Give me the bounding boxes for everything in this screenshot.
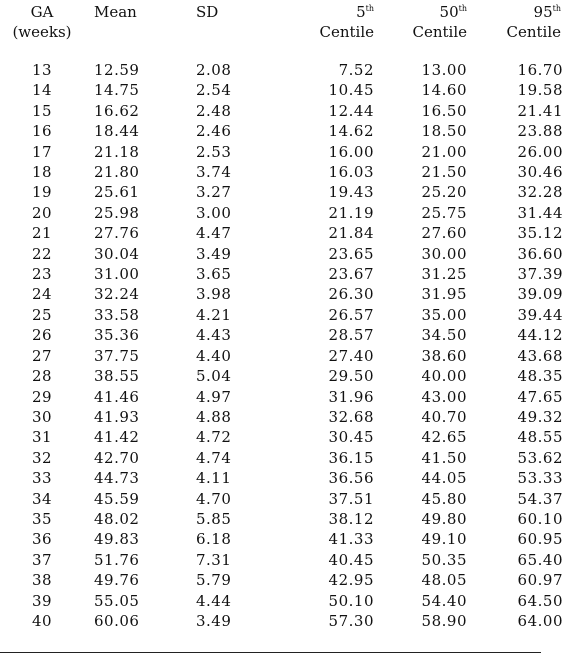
table-body	[0, 60, 575, 631]
cell-p5: 36.15	[328, 448, 374, 467]
cell-p95: 60.95	[517, 530, 563, 549]
cell-p50: 31.25	[421, 265, 467, 284]
cell-mean: 41.42	[94, 428, 140, 447]
cell-mean: 30.04	[94, 244, 140, 263]
cell-ga: 39	[31, 591, 53, 610]
cell-sd: 2.08	[196, 61, 232, 79]
cell-p5: 7.52	[338, 61, 374, 79]
cell-ga: 24	[31, 285, 53, 304]
cell-sd: 3.27	[196, 183, 232, 202]
table-row	[0, 121, 575, 141]
cell-sd: 2.48	[196, 101, 232, 120]
cell-sd: 5.79	[196, 571, 232, 590]
cell-p5: 14.62	[328, 122, 374, 141]
cell-ga: 26	[31, 326, 53, 345]
cell-mean: 33.58	[94, 305, 140, 324]
cell-p50: 40.00	[421, 367, 467, 386]
cell-p95: 30.46	[517, 163, 563, 182]
table-row	[0, 366, 575, 386]
cell-sd: 3.00	[196, 203, 232, 222]
cell-p50: 54.40	[421, 591, 467, 610]
cell-ga: 35	[31, 509, 53, 528]
table-row	[0, 203, 575, 223]
cell-mean: 42.70	[94, 448, 140, 467]
cell-sd: 7.31	[196, 550, 232, 569]
cell-p95: 48.35	[517, 367, 563, 386]
cell-p5: 21.19	[328, 203, 374, 222]
header-ga-line1: GA	[30, 3, 54, 21]
cell-p5: 57.30	[328, 611, 374, 630]
header-mean: Mean	[94, 3, 137, 21]
cell-mean: 37.75	[94, 346, 140, 365]
cell-ga: 32	[31, 448, 53, 467]
cell-ga: 34	[31, 489, 53, 508]
cell-sd: 4.21	[196, 305, 232, 324]
table-row	[0, 80, 575, 100]
cell-mean: 32.24	[94, 285, 140, 304]
cell-p5: 36.56	[328, 469, 374, 488]
cell-sd: 4.43	[196, 326, 232, 345]
cell-mean: 35.36	[94, 326, 140, 345]
cell-p5: 38.12	[328, 509, 374, 528]
cell-sd: 4.47	[196, 224, 232, 243]
cell-mean: 16.62	[94, 101, 140, 120]
table-row	[0, 305, 575, 325]
cell-p50: 38.60	[421, 346, 467, 365]
cell-sd: 4.88	[196, 407, 232, 426]
cell-p95: 26.00	[517, 142, 563, 161]
table-row	[0, 550, 575, 570]
cell-p95: 23.88	[517, 122, 563, 141]
cell-ga: 22	[31, 244, 53, 263]
cell-ga: 23	[31, 265, 53, 284]
cell-p50: 27.60	[421, 224, 467, 243]
header-p50-sup: th	[458, 4, 467, 13]
cell-p95: 32.28	[517, 183, 563, 202]
table-spacer	[0, 48, 575, 60]
cell-mean: 14.75	[94, 81, 140, 100]
header-ga-line2: (weeks)	[12, 23, 72, 41]
table-row	[0, 325, 575, 345]
cell-p5: 31.96	[328, 387, 374, 406]
bottom-rule	[0, 652, 541, 653]
cell-sd: 3.65	[196, 265, 232, 284]
cell-p95: 60.10	[517, 509, 563, 528]
cell-ga: 30	[31, 407, 53, 426]
cell-p50: 31.95	[421, 285, 467, 304]
cell-p95: 64.00	[517, 611, 563, 630]
table-row	[0, 468, 575, 488]
cell-p50: 58.90	[421, 611, 467, 630]
cell-sd: 3.49	[196, 244, 232, 263]
cell-p50: 41.50	[421, 448, 467, 467]
cell-ga: 19	[31, 183, 53, 202]
table-row	[0, 591, 575, 611]
cell-p5: 29.50	[328, 367, 374, 386]
cell-p5: 10.45	[328, 81, 374, 100]
cell-sd: 4.72	[196, 428, 232, 447]
cell-mean: 55.05	[94, 591, 140, 610]
table-row	[0, 142, 575, 162]
cell-mean: 44.73	[94, 469, 140, 488]
cell-p95: 44.12	[517, 326, 563, 345]
cell-mean: 51.76	[94, 550, 140, 569]
cell-ga: 33	[31, 469, 53, 488]
header-row	[0, 0, 575, 48]
cell-p95: 16.70	[517, 61, 563, 79]
cell-p95: 48.55	[517, 428, 563, 447]
cell-mean: 21.80	[94, 163, 140, 182]
header-p95-num: 95	[533, 3, 553, 21]
cell-sd: 2.53	[196, 142, 232, 161]
cell-p95: 60.97	[517, 571, 563, 590]
cell-ga: 14	[31, 81, 53, 100]
cell-mean: 38.55	[94, 367, 140, 386]
header-p5-num: 5	[356, 3, 366, 21]
cell-p5: 40.45	[328, 550, 374, 569]
cell-ga: 18	[31, 163, 53, 182]
cell-sd: 4.44	[196, 591, 232, 610]
cell-p95: 36.60	[517, 244, 563, 263]
table-row	[0, 284, 575, 304]
cell-ga: 28	[31, 367, 53, 386]
cell-p50: 21.50	[421, 163, 467, 182]
cell-p95: 49.32	[517, 407, 563, 426]
cell-sd: 3.74	[196, 163, 232, 182]
cell-p5: 30.45	[328, 428, 374, 447]
cell-ga: 20	[31, 203, 53, 222]
table-row	[0, 223, 575, 243]
header-p5-sup: th	[365, 4, 374, 13]
cell-p5: 26.57	[328, 305, 374, 324]
table-row	[0, 448, 575, 468]
cell-mean: 25.98	[94, 203, 140, 222]
cell-p95: 37.39	[517, 265, 563, 284]
header-p95	[467, 0, 575, 48]
cell-sd: 4.74	[196, 448, 232, 467]
cell-p5: 16.00	[328, 142, 374, 161]
cell-sd: 3.98	[196, 285, 232, 304]
cell-ga: 38	[31, 571, 53, 590]
cell-mean: 45.59	[94, 489, 140, 508]
cell-mean: 41.93	[94, 407, 140, 426]
cell-mean: 31.00	[94, 265, 140, 284]
cell-ga: 16	[31, 122, 53, 141]
cell-sd: 5.85	[196, 509, 232, 528]
cell-mean: 25.61	[94, 183, 140, 202]
cell-p95: 39.44	[517, 305, 563, 324]
header-sd: SD	[196, 3, 219, 21]
cell-ga: 31	[31, 428, 53, 447]
table-row	[0, 182, 575, 202]
table-row	[0, 60, 575, 80]
header-ga	[0, 0, 84, 48]
cell-p50: 14.60	[421, 81, 467, 100]
table-row	[0, 264, 575, 284]
cell-mean: 18.44	[94, 122, 140, 141]
cell-ga: 13	[31, 61, 53, 79]
header-p5	[290, 0, 374, 48]
header-p50	[374, 0, 467, 48]
cell-ga: 36	[31, 530, 53, 549]
header-p50-label: Centile	[412, 23, 467, 41]
spacer-cell	[0, 48, 575, 60]
cell-p95: 21.41	[517, 101, 563, 120]
cell-sd: 4.97	[196, 387, 232, 406]
cell-p5: 21.84	[328, 224, 374, 243]
cell-p5: 19.43	[328, 183, 374, 202]
cell-p95: 35.12	[517, 224, 563, 243]
cell-ga: 21	[31, 224, 53, 243]
cell-mean: 49.76	[94, 571, 140, 590]
cell-p50: 45.80	[421, 489, 467, 508]
cell-p5: 27.40	[328, 346, 374, 365]
cell-p50: 21.00	[421, 142, 467, 161]
cell-p95: 19.58	[517, 81, 563, 100]
cell-mean: 27.76	[94, 224, 140, 243]
table-row	[0, 427, 575, 447]
cell-p5: 23.65	[328, 244, 374, 263]
table-row	[0, 570, 575, 590]
cell-sd: 6.18	[196, 530, 232, 549]
cell-p5: 28.57	[328, 326, 374, 345]
cell-p50: 18.50	[421, 122, 467, 141]
cell-p50: 16.50	[421, 101, 467, 120]
cell-mean: 60.06	[94, 611, 140, 630]
cell-p50: 34.50	[421, 326, 467, 345]
cell-p95: 53.33	[517, 469, 563, 488]
cell-p5: 26.30	[328, 285, 374, 304]
cell-p5: 50.10	[328, 591, 374, 610]
cell-ga: 15	[31, 101, 53, 120]
cell-p50: 50.35	[421, 550, 467, 569]
cell-p50: 49.80	[421, 509, 467, 528]
cell-sd: 2.54	[196, 81, 232, 100]
cell-p50: 42.65	[421, 428, 467, 447]
spacer-row	[0, 48, 575, 60]
cell-p5: 41.33	[328, 530, 374, 549]
cell-p95: 54.37	[517, 489, 563, 508]
cell-ga: 29	[31, 387, 53, 406]
table-row	[0, 407, 575, 427]
cell-p5: 12.44	[328, 101, 374, 120]
cell-p50: 25.20	[421, 183, 467, 202]
cell-sd: 4.11	[196, 469, 232, 488]
cell-p95: 64.50	[517, 591, 563, 610]
cell-p5: 37.51	[328, 489, 374, 508]
cell-p50: 13.00	[421, 61, 467, 79]
cell-p95: 53.62	[517, 448, 563, 467]
cell-mean: 12.59	[94, 61, 140, 79]
cell-p50: 48.05	[421, 571, 467, 590]
cell-mean: 48.02	[94, 509, 140, 528]
cell-sd: 5.04	[196, 367, 232, 386]
cell-sd: 3.49	[196, 611, 232, 630]
cell-p95: 31.44	[517, 203, 563, 222]
cell-mean: 41.46	[94, 387, 140, 406]
cell-p5: 23.67	[328, 265, 374, 284]
cell-ga: 25	[31, 305, 53, 324]
table-row	[0, 387, 575, 407]
cell-p5: 42.95	[328, 571, 374, 590]
cell-p5: 16.03	[328, 163, 374, 182]
cell-ga: 17	[31, 142, 53, 161]
table-row	[0, 509, 575, 529]
header-p50-num: 50	[439, 3, 459, 21]
cell-p95: 47.65	[517, 387, 563, 406]
cell-sd: 2.46	[196, 122, 232, 141]
cell-p95: 65.40	[517, 550, 563, 569]
cell-p95: 43.68	[517, 346, 563, 365]
cell-p50: 43.00	[421, 387, 467, 406]
cell-p50: 25.75	[421, 203, 467, 222]
cell-sd: 4.40	[196, 346, 232, 365]
cell-p50: 44.05	[421, 469, 467, 488]
table-header	[0, 0, 575, 48]
header-p95-sup: th	[552, 4, 561, 13]
header-p95-label: Centile	[506, 23, 561, 41]
table-row	[0, 611, 575, 631]
table-row	[0, 529, 575, 549]
table-row	[0, 244, 575, 264]
cell-p5: 32.68	[328, 407, 374, 426]
cell-ga: 27	[31, 346, 53, 365]
header-p5-label: Centile	[319, 23, 374, 41]
table-row	[0, 162, 575, 182]
table-row	[0, 489, 575, 509]
cell-mean: 21.18	[94, 142, 140, 161]
cell-p50: 30.00	[421, 244, 467, 263]
cell-p50: 35.00	[421, 305, 467, 324]
table-row	[0, 101, 575, 121]
cell-p95: 39.09	[517, 285, 563, 304]
cell-sd: 4.70	[196, 489, 232, 508]
table-row	[0, 346, 575, 366]
cell-mean: 49.83	[94, 530, 140, 549]
cell-p50: 49.10	[421, 530, 467, 549]
cell-p50: 40.70	[421, 407, 467, 426]
cell-ga: 40	[31, 611, 53, 630]
cell-ga: 37	[31, 550, 53, 569]
